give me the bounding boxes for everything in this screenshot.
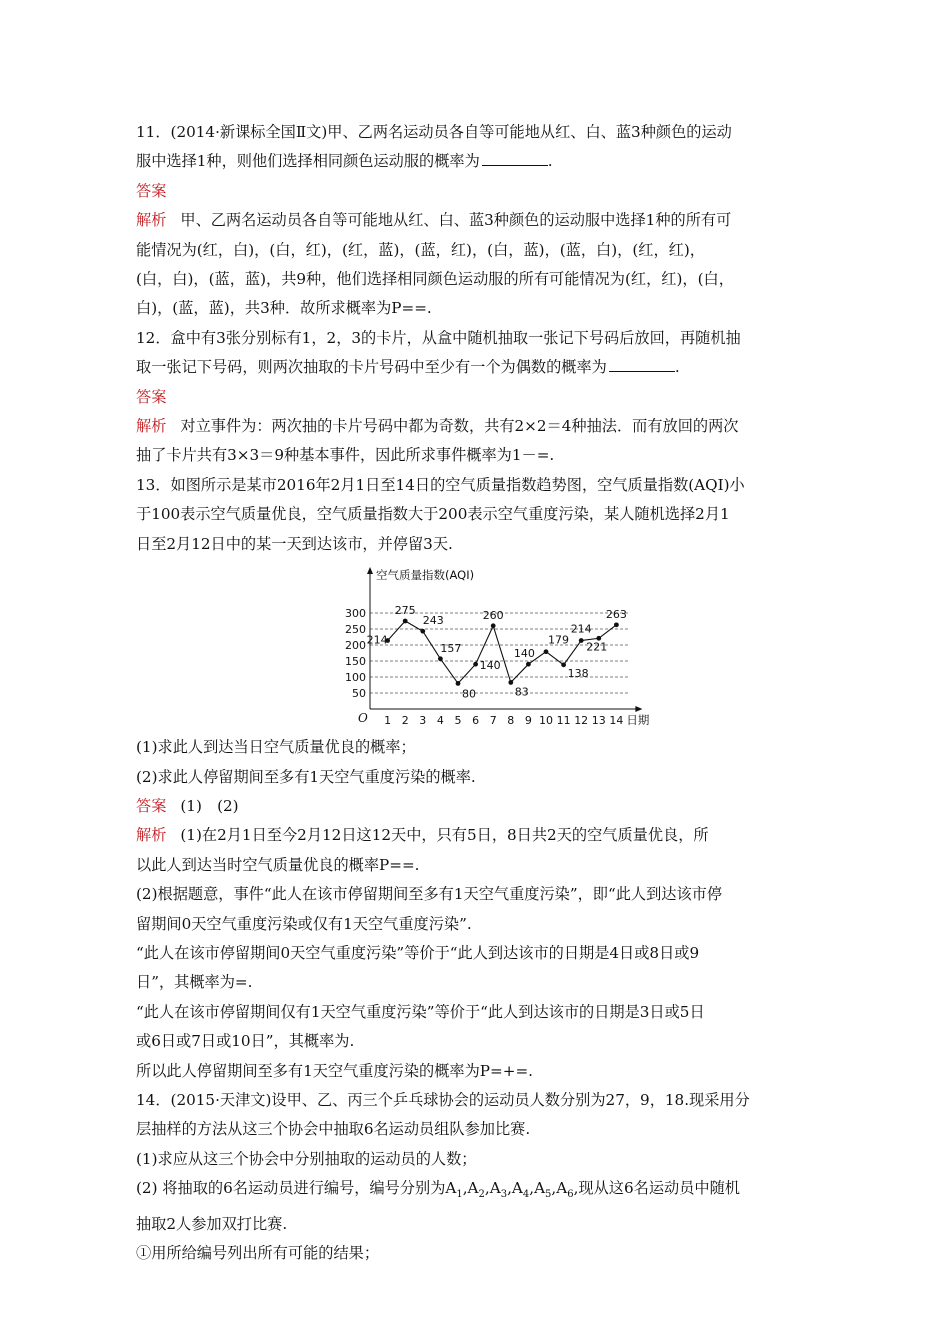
data-point bbox=[614, 623, 619, 628]
data-point bbox=[544, 649, 549, 654]
data-label: 140 bbox=[513, 647, 535, 661]
y-axis-title: 空气质量指数(AQI) bbox=[376, 568, 475, 583]
q13-analysis-4: 留期间0天空气重度污染或仅有1天空气重度污染”. bbox=[136, 914, 472, 933]
data-point bbox=[473, 662, 478, 667]
q11-line-2-end: . bbox=[547, 152, 553, 171]
data-label: 214 bbox=[570, 622, 592, 636]
q13-analysis-9: 所以此人停留期间至多有1天空气重度污染的概率为P=+=. bbox=[136, 1061, 534, 1080]
data-point bbox=[526, 662, 531, 667]
y-tick-label: 200 bbox=[345, 639, 366, 653]
x-tick-label: 13 bbox=[591, 714, 606, 728]
x-tick-label: 14 bbox=[609, 714, 624, 728]
data-label: 260 bbox=[482, 608, 504, 622]
data-point bbox=[456, 681, 461, 686]
x-axis-title: 日期 bbox=[626, 713, 650, 728]
x-tick-label: 10 bbox=[539, 714, 553, 728]
q14-line-5: 抽取2人参加双打比赛. bbox=[136, 1214, 288, 1233]
q13-stem-3: 日至2月12日中的某一天到达该市，并停留3天. bbox=[136, 534, 453, 553]
x-tick-label: 5 bbox=[454, 714, 462, 728]
data-point bbox=[403, 619, 408, 624]
data-label: 221 bbox=[586, 640, 608, 654]
q12-analysis-1 bbox=[136, 412, 816, 441]
data-point bbox=[420, 629, 425, 634]
data-label: 263 bbox=[605, 607, 627, 621]
data-label: 179 bbox=[548, 633, 569, 647]
q13-analysis-6: 日”，其概率为=. bbox=[136, 973, 253, 992]
q13-question-2: (2)求此人停留期间至多有1天空气重度污染的概率. bbox=[136, 767, 476, 786]
x-tick-label: 2 bbox=[401, 714, 409, 728]
data-label: 275 bbox=[394, 604, 416, 618]
y-tick-label: 150 bbox=[345, 655, 366, 669]
q13-analysis-8: 或6日或7日或10日”，其概率为. bbox=[136, 1032, 355, 1051]
q14-line-3: (1)求应从这三个协会中分别抽取的运动员的人数； bbox=[136, 1149, 477, 1168]
origin-label: O bbox=[358, 711, 368, 726]
x-tick-label: 11 bbox=[556, 714, 571, 728]
y-axis-arrow bbox=[367, 567, 373, 574]
answer-text: (1) (2) bbox=[180, 796, 239, 815]
q11-answer bbox=[136, 177, 816, 206]
q13-question-1: (1)求此人到达当日空气质量优良的概率； bbox=[136, 738, 416, 757]
data-point bbox=[579, 638, 584, 643]
x-tick-label: 7 bbox=[489, 714, 497, 728]
analysis-text: 甲、乙两名运动员各自等可能地从红、白、蓝3种颜色的运动服中选择1种的所有可 bbox=[180, 211, 732, 230]
q12-line-1: 12．盒中有3张分别标有1，2，3的卡片，从盒中随机抽取一张记下号码后放回，再随机抽 bbox=[136, 328, 741, 347]
document-page bbox=[136, 118, 816, 1268]
q14-line-1: 14．(2015·天津文)设甲、乙、丙三个乒乓球协会的运动员人数分别为27，9，18.现采用分 bbox=[136, 1090, 750, 1109]
analysis-label: 解析 bbox=[136, 211, 167, 230]
q13-stem-1: 13．如图所示是某市2016年2月1日至14日的空气质量指数趋势图，空气质量指数(AQI)小 bbox=[136, 475, 745, 494]
data-point bbox=[491, 623, 496, 628]
q12-answer bbox=[136, 383, 816, 412]
data-point bbox=[508, 680, 513, 685]
data-label: 138 bbox=[567, 666, 589, 680]
analysis-label: 解析 bbox=[136, 826, 167, 845]
q12-analysis-2: 抽了卡片共有3×3＝9种基本事件，因此所求事件概率为1－=. bbox=[136, 446, 555, 465]
q11-analysis-4: 白)，(蓝，蓝)，共3种．故所求概率为P==. bbox=[136, 299, 432, 318]
answer-label: 答案 bbox=[136, 181, 167, 200]
x-tick-label: 12 bbox=[574, 714, 589, 728]
data-point bbox=[561, 663, 566, 668]
q12-line-2-end: . bbox=[674, 358, 680, 377]
y-tick-label: 50 bbox=[352, 687, 366, 701]
answer-blank bbox=[482, 153, 548, 166]
y-tick-label: 250 bbox=[345, 623, 366, 637]
q14-line-4-end: ,现从这6名运动员中随机 bbox=[573, 1179, 740, 1198]
y-tick-label: 100 bbox=[345, 671, 366, 685]
q12-line-2-text: 取一张记下号码，则两次抽取的卡片号码中至少有一个为偶数的概率为 bbox=[136, 358, 607, 377]
q11-line-1: 11．(2014·新课标全国Ⅱ文)甲、乙两名运动员各自等可能地从红、白、蓝3种颜色的运动 bbox=[136, 123, 732, 141]
data-label: 80 bbox=[462, 687, 476, 701]
x-axis-arrow bbox=[635, 706, 642, 712]
y-tick-label: 300 bbox=[345, 607, 366, 621]
x-tick-label: 3 bbox=[419, 714, 427, 728]
analysis-text: 对立事件为：两次抽的卡片号码中都为奇数，共有2×2＝4种抽法．而有放回的两次 bbox=[180, 417, 739, 436]
x-tick-label: 8 bbox=[507, 714, 515, 728]
analysis-label: 解析 bbox=[136, 417, 167, 436]
answer-label: 答案 bbox=[136, 796, 167, 815]
aqi-line-chart bbox=[324, 565, 650, 729]
x-tick-label: 9 bbox=[524, 714, 532, 728]
q13-answer bbox=[136, 792, 816, 821]
q11-analysis-3: (白，白)，(蓝，蓝)，共9种，他们选择相同颜色运动服的所有可能情况为(红，红)，(白， bbox=[136, 270, 734, 289]
data-label: 214 bbox=[366, 633, 388, 647]
x-tick-label: 6 bbox=[472, 714, 480, 728]
analysis-text: (1)在2月1日至今2月12日这12天中，只有5日，8日共2天的空气质量优良，所 bbox=[180, 826, 709, 845]
data-label: 157 bbox=[440, 641, 462, 655]
data-point bbox=[438, 656, 443, 661]
q11-analysis-2: 能情况为(红，白)，(白，红)，(红，蓝)，(蓝，红)，(白，蓝)，(蓝，白)，(红，红)， bbox=[136, 240, 705, 259]
answer-label: 答案 bbox=[136, 387, 167, 406]
q14-line-2: 层抽样的方法从这三个协会中抽取6名运动员组队参加比赛. bbox=[136, 1120, 531, 1139]
q13-analysis-7: “此人在该市停留期间仅有1天空气重度污染”等价于“此人到达该市的日期是3日或5日 bbox=[136, 1002, 705, 1021]
q13-analysis-1 bbox=[136, 821, 816, 850]
x-tick-label: 1 bbox=[384, 714, 392, 728]
q11-line-2-text: 服中选择1种，则他们选择相同颜色运动服的概率为 bbox=[136, 152, 480, 171]
q13-analysis-2: 以此人到达当时空气质量优良的概率P==. bbox=[136, 855, 420, 874]
q14-line-4-text: (2) 将抽取的6名运动员进行编号，编号分别为A bbox=[136, 1179, 457, 1198]
q14-line-6: ①用所给编号列出所有可能的结果； bbox=[136, 1244, 379, 1263]
q13-stem-2: 于100表示空气质量优良，空气质量指数大于200表示空气重度污染，某人随机选择2月1 bbox=[136, 505, 730, 524]
data-label: 140 bbox=[479, 659, 501, 673]
q11-line-2 bbox=[136, 147, 816, 176]
q13-analysis-5: “此人在该市停留期间0天空气重度污染”等价于“此人到达该市的日期是4日或8日或9 bbox=[136, 943, 700, 962]
data-label: 83 bbox=[514, 685, 529, 699]
q11-analysis-1 bbox=[136, 206, 816, 235]
aqi-chart-container bbox=[136, 565, 816, 729]
data-label: 243 bbox=[422, 614, 444, 628]
answer-blank bbox=[609, 359, 675, 372]
q12-line-2 bbox=[136, 353, 816, 382]
x-tick-label: 4 bbox=[436, 714, 444, 728]
q14-line-4: (2) 将抽取的6名运动员进行编号，编号分别为$A_1,A_2,A_3,A_4,A_5,A_6$,现从这6名运动员中随机 bbox=[136, 1179, 740, 1201]
q13-analysis-3: (2)根据题意，事件“此人在该市停留期间至多有1天空气重度污染”，即“此人到达该市停 bbox=[136, 885, 723, 904]
